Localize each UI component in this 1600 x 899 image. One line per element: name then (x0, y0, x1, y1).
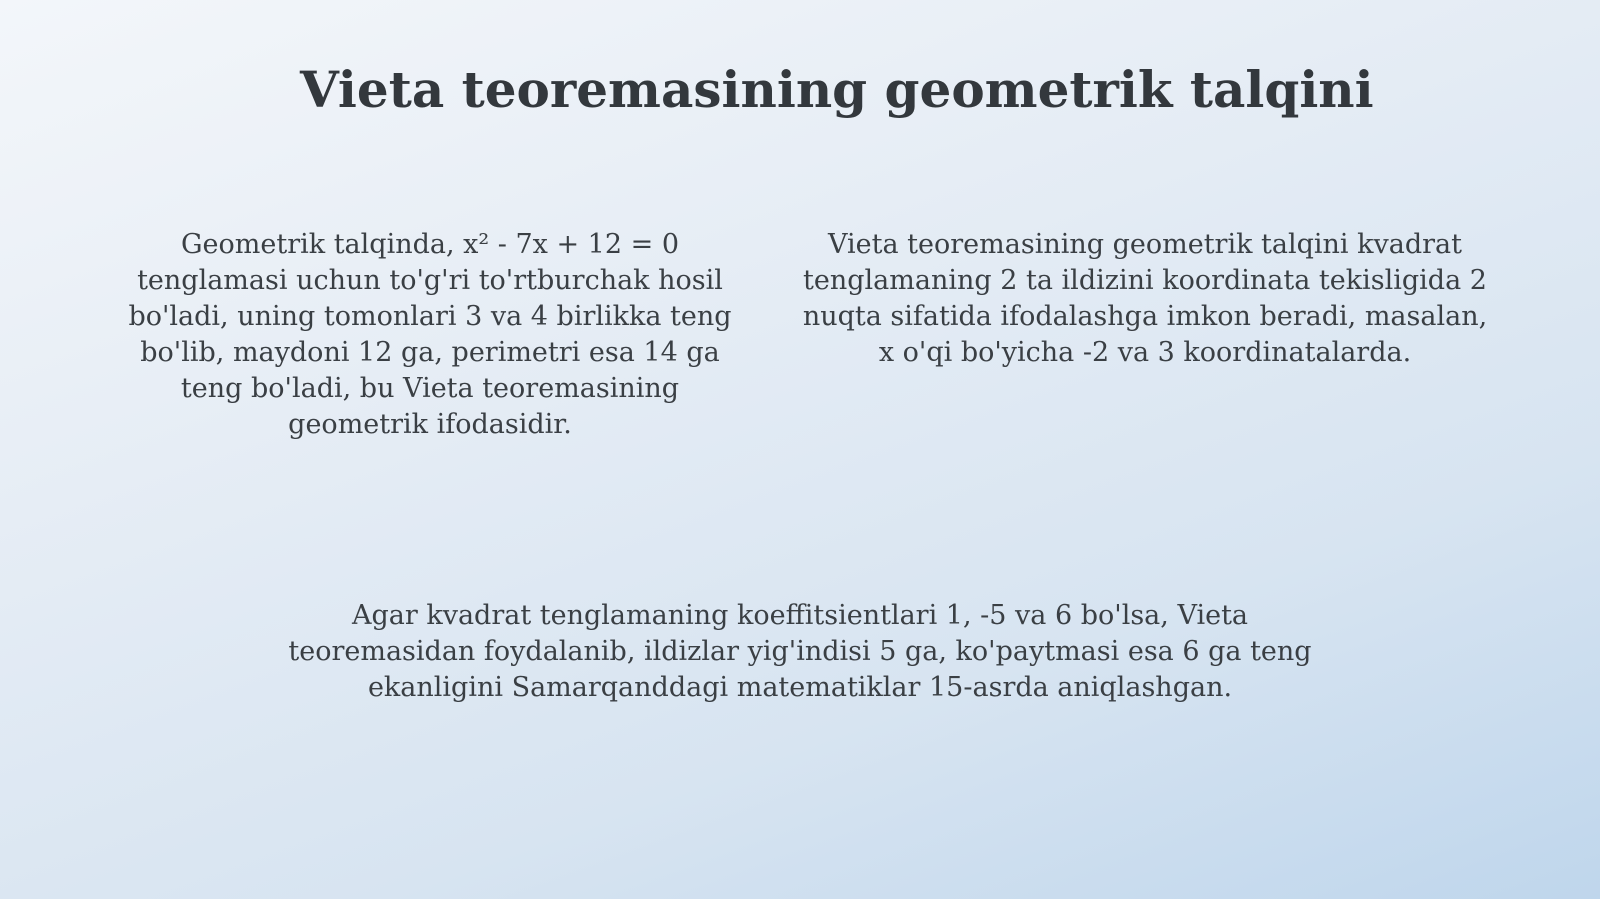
bottom-text-block: Agar kvadrat tenglamaning koeffitsientlari 1, -5 va 6 bo'lsa, Vieta teoremasidan foydalanib, ildizlar yig'indisi 5 ga, ko'paytmasi esa 6 ga teng ekanligini Samarqanddagi matematiklar 15-asrda aniqlashgan. (288, 600, 1312, 703)
right-text-block: Vieta teoremasining geometrik talqini kvadrat tenglamaning 2 ta ildizini koordinata tekisligida 2 nuqta sifatida ifodalashga imkon beradi, masalan, x o'qi bo'yicha -2 va 3 koordinatalarda. (802, 229, 1488, 368)
left-text-block: Geometrik talqinda, x² - 7x + 12 = 0 tenglamasi uchun to'g'ri to'rtburchak hosil bo'ladi, uning tomonlari 3 va 4 birlikka teng bo'lib, maydoni 12 ga, perimetri esa 14 ga teng bo'ladi, bu Vieta teoremasining geometrik ifodasidir. (128, 229, 732, 440)
slide-title: Vieta teoremasining geometrik talqini (300, 60, 1374, 119)
